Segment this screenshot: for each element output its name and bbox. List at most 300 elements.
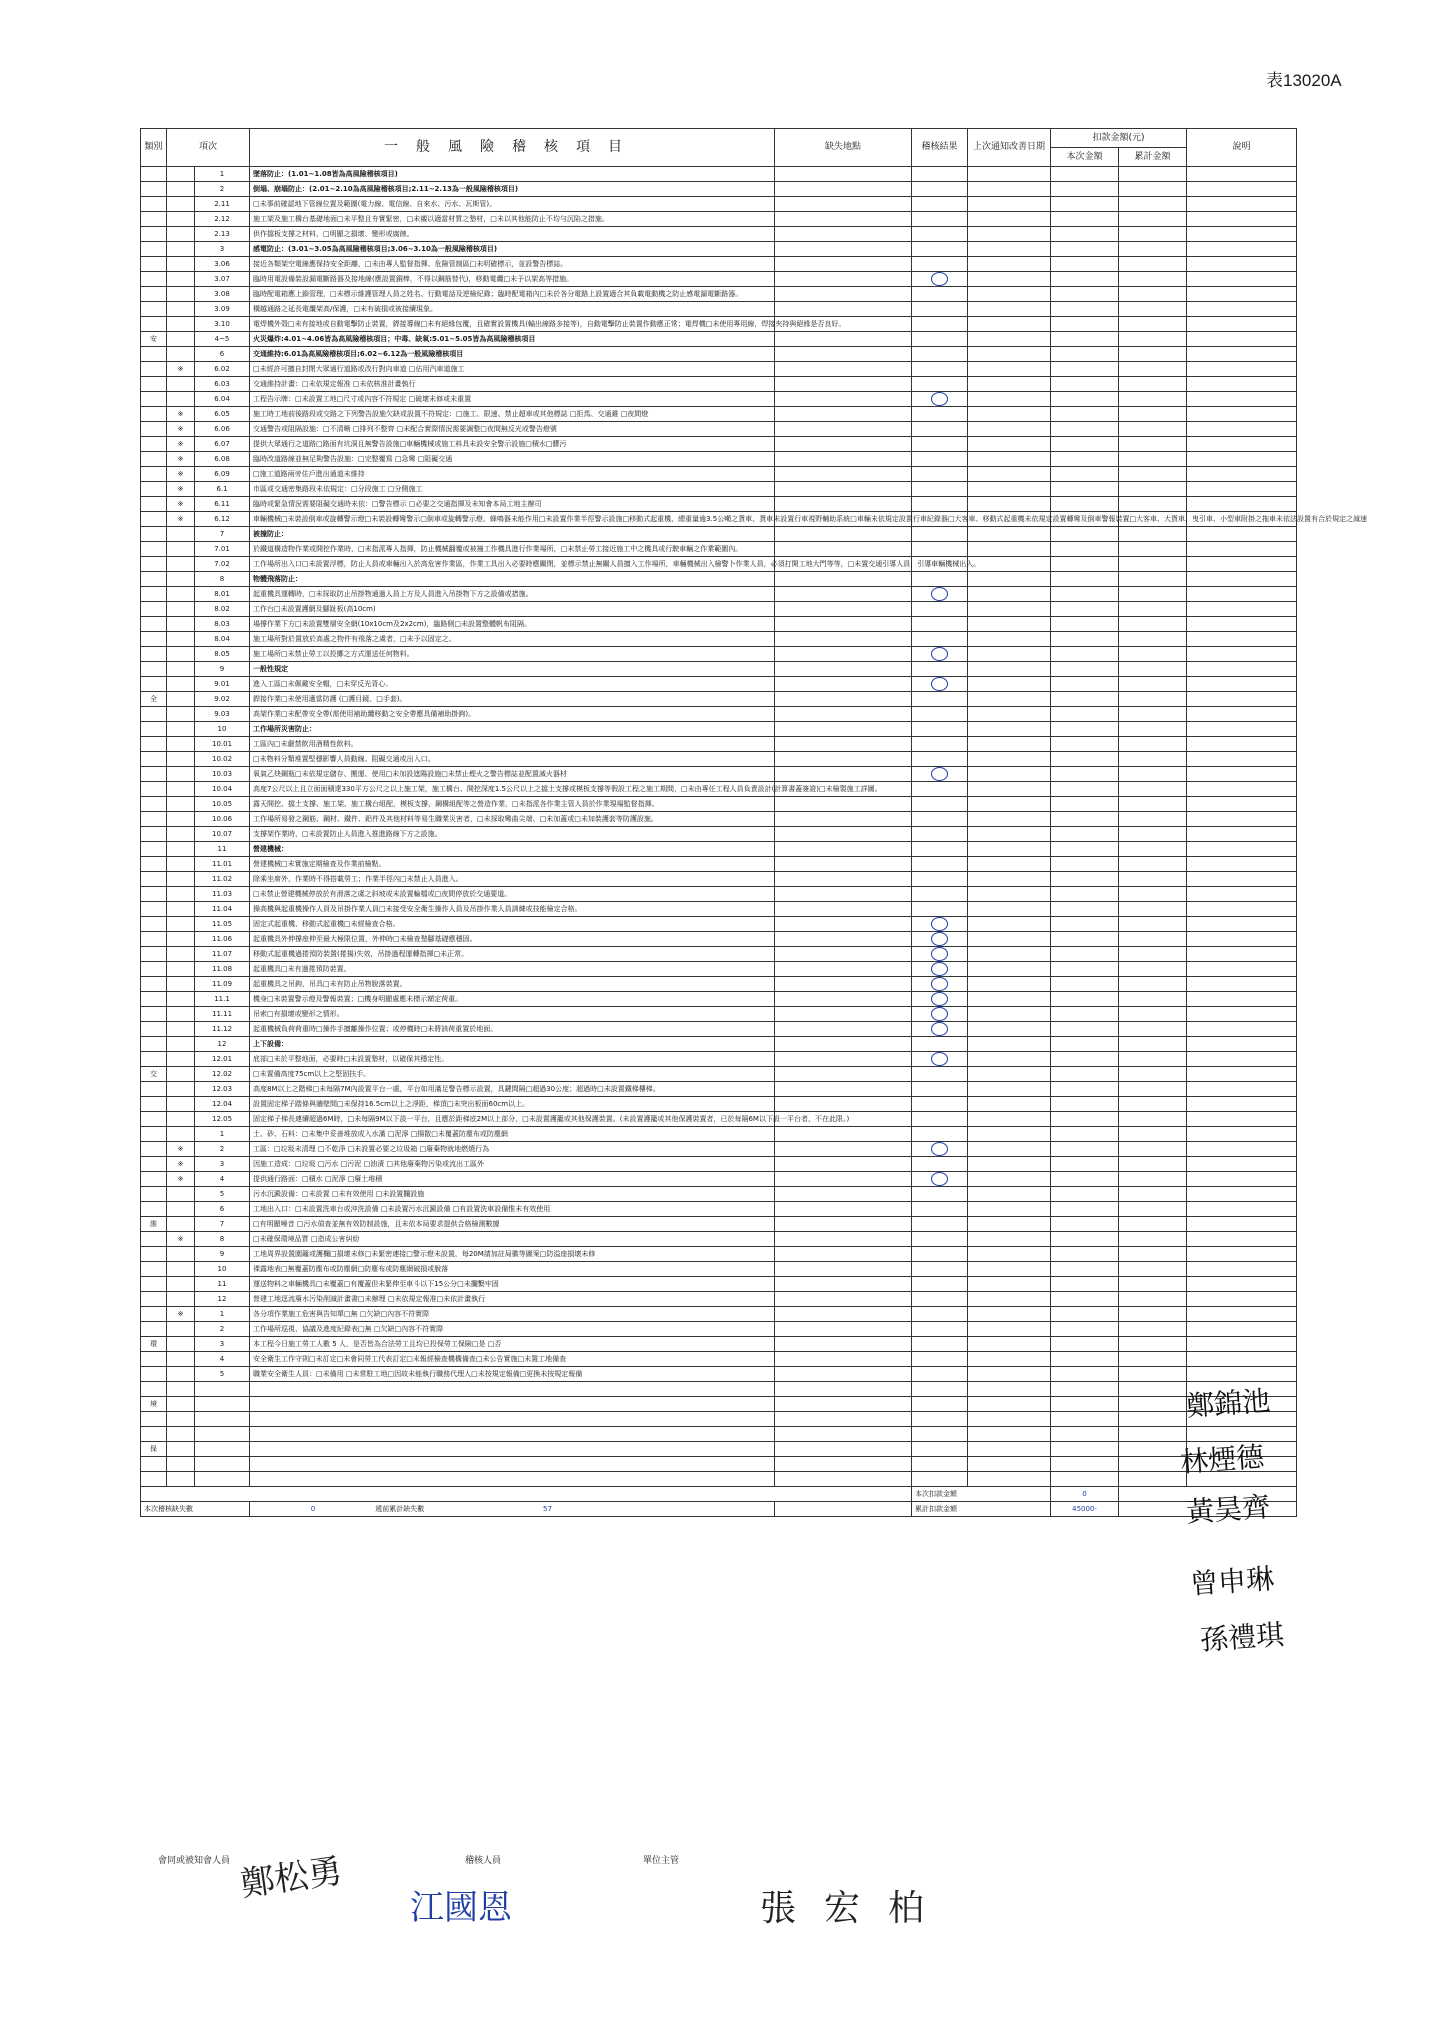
location-cell xyxy=(775,407,912,422)
mark-cell xyxy=(167,587,195,602)
total-amount-cell xyxy=(1119,1127,1187,1142)
summary-row-2 xyxy=(141,1502,1297,1517)
remark-cell xyxy=(1187,632,1297,647)
this-amount-cell xyxy=(1051,257,1119,272)
total-amount-cell xyxy=(1119,842,1187,857)
total-amount-cell xyxy=(1119,632,1187,647)
total-amount-cell xyxy=(1119,437,1187,452)
mark-cell xyxy=(167,1202,195,1217)
this-amount-cell xyxy=(1051,1277,1119,1292)
remark-cell xyxy=(1187,1112,1297,1127)
category-cell xyxy=(141,1367,167,1382)
item-text: 交通維持:6.01為高風險稽核項目;6.02~6.12為一般風險稽核項目 xyxy=(250,347,775,362)
remark-cell xyxy=(1187,1202,1297,1217)
last-notice-cell xyxy=(968,1157,1051,1172)
item-text: 工地出入口：□未設置洗車台或沖洗設備 □未設置污水沉澱設備 □有設置洗車設備惟未有效使用 xyxy=(250,1202,775,1217)
table-row xyxy=(141,1337,1297,1352)
check-circle-mark xyxy=(931,1172,948,1186)
item-number xyxy=(195,1457,250,1472)
remark-cell xyxy=(1187,407,1297,422)
item-text: 橫越通路之延長電纜架高/保護，□未有破損或被接續現象。 xyxy=(250,302,775,317)
this-amount-cell xyxy=(1051,407,1119,422)
table-row xyxy=(141,572,1297,587)
item-text xyxy=(250,1442,775,1457)
table-row xyxy=(141,167,1297,182)
result-cell xyxy=(912,542,968,557)
total-amount-cell xyxy=(1119,317,1187,332)
this-amount-cell xyxy=(1051,1352,1119,1367)
category-cell xyxy=(141,1307,167,1322)
last-notice-cell xyxy=(968,857,1051,872)
item-text: □未經許可擅自封閉大眾通行道路或改行對向車道 □佔用汽車道施工 xyxy=(250,362,775,377)
remark-cell xyxy=(1187,1247,1297,1262)
result-cell xyxy=(912,1322,968,1337)
total-amount-cell xyxy=(1119,407,1187,422)
category-cell xyxy=(141,662,167,677)
item-number: 8.01 xyxy=(195,587,250,602)
mark-cell xyxy=(167,272,195,287)
location-cell xyxy=(775,542,912,557)
item-number: 5 xyxy=(195,1187,250,1202)
category-cell xyxy=(141,737,167,752)
last-notice-cell xyxy=(968,602,1051,617)
location-cell xyxy=(775,1067,912,1082)
last-notice-cell xyxy=(968,1472,1051,1487)
item-number: 10.07 xyxy=(195,827,250,842)
category-label: 境 xyxy=(141,1397,167,1412)
result-cell xyxy=(912,1052,968,1067)
result-cell xyxy=(912,647,968,662)
result-cell xyxy=(912,872,968,887)
result-cell xyxy=(912,1202,968,1217)
this-amount-cell xyxy=(1051,707,1119,722)
category-cell xyxy=(141,377,167,392)
item-text: 營建機械： xyxy=(250,842,775,857)
total-amount-cell xyxy=(1119,1307,1187,1322)
result-cell xyxy=(912,1037,968,1052)
result-cell xyxy=(912,782,968,797)
this-amount-cell xyxy=(1051,722,1119,737)
result-cell xyxy=(912,842,968,857)
category-cell xyxy=(141,1247,167,1262)
item-number: 1 xyxy=(195,167,250,182)
mark-cell xyxy=(167,692,195,707)
category-cell xyxy=(141,992,167,1007)
mark-cell xyxy=(167,632,195,647)
mark-cell: ※ xyxy=(167,1172,195,1187)
table-row xyxy=(141,1097,1297,1112)
table-row xyxy=(141,1067,1297,1082)
last-notice-cell xyxy=(968,1127,1051,1142)
result-cell xyxy=(912,1337,968,1352)
location-cell xyxy=(775,1307,912,1322)
result-cell xyxy=(912,197,968,212)
location-cell xyxy=(775,1337,912,1352)
item-number: 4~5 xyxy=(195,332,250,347)
total-amount-cell xyxy=(1119,812,1187,827)
table-row xyxy=(141,1292,1297,1307)
item-number: 3.06 xyxy=(195,257,250,272)
mark-cell xyxy=(167,872,195,887)
result-cell xyxy=(912,347,968,362)
category-label: 交 xyxy=(141,1067,167,1082)
location-cell xyxy=(775,1007,912,1022)
item-text: 土、砂、石料：□未集中妥善堆放或入水滿 □泥濘 □揚散□未覆蓋防塵布或防塵網 xyxy=(250,1127,775,1142)
item-number: 10.05 xyxy=(195,797,250,812)
this-amount-cell xyxy=(1051,1127,1119,1142)
last-notice-cell xyxy=(968,1262,1051,1277)
table-row xyxy=(141,527,1297,542)
remark-cell xyxy=(1187,1367,1297,1382)
remark-cell xyxy=(1187,722,1297,737)
category-cell xyxy=(141,1457,167,1472)
this-amount-cell xyxy=(1051,647,1119,662)
check-circle-mark xyxy=(931,587,948,601)
header-item-no: 項次 xyxy=(167,129,250,167)
mark-cell xyxy=(167,1007,195,1022)
total-amount-cell xyxy=(1119,1052,1187,1067)
result-cell xyxy=(912,1472,968,1487)
item-number: 8.02 xyxy=(195,602,250,617)
last-notice-cell xyxy=(968,1412,1051,1427)
table-row xyxy=(141,1127,1297,1142)
location-cell xyxy=(775,572,912,587)
category-cell xyxy=(141,707,167,722)
mark-cell xyxy=(167,1457,195,1472)
this-amount-cell xyxy=(1051,1427,1119,1442)
mark-cell xyxy=(167,182,195,197)
mark-cell xyxy=(167,737,195,752)
mark-cell xyxy=(167,1322,195,1337)
last-notice-cell xyxy=(968,1352,1051,1367)
item-number: 11.06 xyxy=(195,932,250,947)
item-number: 6.08 xyxy=(195,452,250,467)
this-amount-cell xyxy=(1051,587,1119,602)
remark-cell xyxy=(1187,1097,1297,1112)
this-amount-cell xyxy=(1051,1022,1119,1037)
item-text: 銲接作業□未使用適當防護 (□護目鏡、□手套)。 xyxy=(250,692,775,707)
item-text: 本工程今日施工勞工人數 5 人，是否皆為合法勞工且均已投保勞工保險□是 □否 xyxy=(250,1337,775,1352)
category-cell xyxy=(141,182,167,197)
this-amount-cell xyxy=(1051,392,1119,407)
location-cell xyxy=(775,1427,912,1442)
item-number: 2 xyxy=(195,1322,250,1337)
header-total-amount: 累計金額 xyxy=(1119,148,1187,167)
remark-cell xyxy=(1187,497,1297,512)
result-cell xyxy=(912,242,968,257)
remark-cell xyxy=(1187,257,1297,272)
this-amount-cell xyxy=(1051,887,1119,902)
total-amount-cell xyxy=(1119,827,1187,842)
last-notice-cell xyxy=(968,1022,1051,1037)
item-number: 7 xyxy=(195,1217,250,1232)
item-number: 11.01 xyxy=(195,857,250,872)
last-notice-cell xyxy=(968,632,1051,647)
audit-table xyxy=(140,128,1368,1517)
result-cell xyxy=(912,962,968,977)
last-notice-cell xyxy=(968,1427,1051,1442)
item-number: 6.09 xyxy=(195,467,250,482)
location-cell xyxy=(775,377,912,392)
table-row xyxy=(141,1382,1297,1397)
remark-cell xyxy=(1187,1007,1297,1022)
remark-cell xyxy=(1187,557,1297,572)
item-number: 2 xyxy=(195,182,250,197)
table-row xyxy=(141,722,1297,737)
mark-cell xyxy=(167,1262,195,1277)
last-notice-cell xyxy=(968,542,1051,557)
item-text: 被撞防止： xyxy=(250,527,775,542)
remark-cell xyxy=(1187,1307,1297,1322)
total-amount-cell xyxy=(1119,692,1187,707)
item-text: 進入工區□未佩戴安全帽，□未穿反光背心。 xyxy=(250,677,775,692)
item-number xyxy=(195,1397,250,1412)
total-amount-cell xyxy=(1119,287,1187,302)
this-amount-cell xyxy=(1051,1187,1119,1202)
check-circle-mark xyxy=(931,917,948,931)
category-cell xyxy=(141,977,167,992)
prev-defects-value: 57 xyxy=(543,1504,552,1513)
table-row xyxy=(141,437,1297,452)
item-text: 火災爆炸:4.01~4.06皆為高風險稽核項目；中毒、缺氧:5.01~5.05皆為高風險稽核項目 xyxy=(250,332,775,347)
this-amount-cell xyxy=(1051,437,1119,452)
table-row xyxy=(141,1157,1297,1172)
category-cell xyxy=(141,1187,167,1202)
table-row xyxy=(141,512,1297,527)
remark-cell xyxy=(1187,1322,1297,1337)
item-text: 施工時工地前後路段或交路之下列警告設施欠缺或設置不符規定：□施工、限速、禁止超車或其他標誌 □拒馬、交通錐 □夜間燈 xyxy=(250,407,775,422)
location-cell xyxy=(775,1232,912,1247)
remark-cell xyxy=(1187,677,1297,692)
table-row xyxy=(141,677,1297,692)
total-amount-cell xyxy=(1119,1397,1187,1412)
location-cell xyxy=(775,617,912,632)
this-amount-cell xyxy=(1051,1007,1119,1022)
last-notice-cell xyxy=(968,497,1051,512)
remark-signature: 曾申琳 xyxy=(1189,1562,1276,1601)
check-circle-mark xyxy=(931,947,948,961)
this-amount-cell xyxy=(1051,527,1119,542)
total-amount-cell xyxy=(1119,1337,1187,1352)
result-cell xyxy=(912,767,968,782)
item-number: 11.12 xyxy=(195,1022,250,1037)
location-cell xyxy=(775,812,912,827)
remark-cell xyxy=(1187,1022,1297,1037)
category-cell xyxy=(141,407,167,422)
item-text: 於鐵道構造物作業或開挖作業時，□未指派專人指揮，防止機械翻覆或被撞工作機具進行作業場所，□未禁止勞工接近施工中之機具或行駛車輛之作業範圍內。 xyxy=(250,542,775,557)
item-text: 污水沉澱設備：□未設置 □未有效使用 □未設置攔設施 xyxy=(250,1187,775,1202)
table-row xyxy=(141,257,1297,272)
mark-cell: ※ xyxy=(167,362,195,377)
item-text: 高度7公尺以上且立面面積達330平方公尺之以上施工架，施工構台、開挖深度1.5公尺以上之擋土支撐或模板支撐等假設工程之施工期間，□未由專任工程人員負責設計(計算書蓋簽證)□未檢製施工詳圖。 xyxy=(250,782,775,797)
this-amount-cell xyxy=(1051,947,1119,962)
total-amount-cell xyxy=(1119,242,1187,257)
remark-cell xyxy=(1187,1352,1297,1367)
table-row xyxy=(141,362,1297,377)
mark-cell xyxy=(167,917,195,932)
item-number: 7.02 xyxy=(195,557,250,572)
location-cell xyxy=(775,1157,912,1172)
table-row xyxy=(141,557,1297,572)
remark-cell xyxy=(1187,197,1297,212)
item-text: 提供大眾通行之道路□路面有坑洞且無警告設施□車輛機械或施工料具未設安全警示設施□積水□髒污 xyxy=(250,437,775,452)
result-cell xyxy=(912,1127,968,1142)
item-number: 9.03 xyxy=(195,707,250,722)
total-amount-cell xyxy=(1119,977,1187,992)
total-amount-cell xyxy=(1119,572,1187,587)
item-text: 底部□未於平整地面，必要時□未設置墊材，以確保其穩定性。 xyxy=(250,1052,775,1067)
result-cell xyxy=(912,497,968,512)
remark-cell xyxy=(1187,812,1297,827)
mark-cell xyxy=(167,977,195,992)
item-number: 11 xyxy=(195,842,250,857)
table-row xyxy=(141,1247,1297,1262)
category-cell xyxy=(141,437,167,452)
total-amount-cell xyxy=(1119,392,1187,407)
item-number: 12 xyxy=(195,1292,250,1307)
category-cell xyxy=(141,1052,167,1067)
item-number: 3 xyxy=(195,242,250,257)
item-text: 機身□未裝置警示燈及警報裝置；□機身明顯處應未標示額定荷重。 xyxy=(250,992,775,1007)
mark-cell xyxy=(167,767,195,782)
location-cell xyxy=(775,1022,912,1037)
this-amount-cell xyxy=(1051,287,1119,302)
cosign-label: 會同或被知會人員 xyxy=(158,1855,231,1865)
mark-cell xyxy=(167,707,195,722)
total-amount-cell xyxy=(1119,947,1187,962)
this-amount-cell xyxy=(1051,1157,1119,1172)
remark-cell xyxy=(1187,602,1297,617)
total-amount-cell xyxy=(1119,1157,1187,1172)
mark-cell xyxy=(167,392,195,407)
header-category: 類別 xyxy=(141,129,167,167)
result-cell xyxy=(912,167,968,182)
mark-cell xyxy=(167,347,195,362)
this-defects-label: 本次稽核缺失數 xyxy=(141,1502,250,1517)
this-amount-cell xyxy=(1051,752,1119,767)
result-cell xyxy=(912,947,968,962)
location-cell xyxy=(775,347,912,362)
remark-cell xyxy=(1187,587,1297,602)
location-cell xyxy=(775,587,912,602)
item-number xyxy=(195,1382,250,1397)
category-cell xyxy=(141,227,167,242)
result-cell xyxy=(912,287,968,302)
item-text: 市區或交通密集路段未依規定：□分段施工 □分側施工 xyxy=(250,482,775,497)
mark-cell xyxy=(167,332,195,347)
item-text: 工作場所災害防止： xyxy=(250,722,775,737)
location-cell xyxy=(775,1247,912,1262)
table-row xyxy=(141,332,1297,347)
table-row xyxy=(141,1022,1297,1037)
last-notice-cell xyxy=(968,917,1051,932)
result-cell xyxy=(912,857,968,872)
table-row xyxy=(141,482,1297,497)
table-row xyxy=(141,947,1297,962)
item-number: 3.09 xyxy=(195,302,250,317)
this-amount-cell xyxy=(1051,1457,1119,1472)
this-amount-cell xyxy=(1051,1082,1119,1097)
result-cell xyxy=(912,1427,968,1442)
result-cell xyxy=(912,317,968,332)
total-amount-cell xyxy=(1119,662,1187,677)
item-text: 露天開挖、擋土支撐、施工架、施工構台組配，模板支撐，鋼構組配等之營造作業，□未指派各作業主管人員於作業現場監督指揮。 xyxy=(250,797,775,812)
result-cell xyxy=(912,272,968,287)
table-row xyxy=(141,1322,1297,1337)
item-text: 工程告示牌：□未設置工地□尺寸或內容不符規定 □破壞未修或未重置 xyxy=(250,392,775,407)
total-amount-cell xyxy=(1119,587,1187,602)
item-number: 3.07 xyxy=(195,272,250,287)
remark-cell xyxy=(1187,527,1297,542)
check-circle-mark xyxy=(931,1142,948,1156)
total-amount-cell xyxy=(1119,422,1187,437)
category-cell xyxy=(141,287,167,302)
category-cell xyxy=(141,767,167,782)
item-number: 1 xyxy=(195,1307,250,1322)
remark-cell xyxy=(1187,332,1297,347)
item-text: 工地周界設置圍籬或護欄□損壞未修□未緊密連接□警示燈未設置，每20M請加註局徽等圖案□防溢座損壞未修 xyxy=(250,1247,775,1262)
item-number: 5 xyxy=(195,1367,250,1382)
last-notice-cell xyxy=(968,692,1051,707)
remark-cell xyxy=(1187,542,1297,557)
mark-cell xyxy=(167,1127,195,1142)
category-cell xyxy=(141,1352,167,1367)
mark-cell xyxy=(167,992,195,1007)
location-cell xyxy=(775,467,912,482)
this-amount-cell xyxy=(1051,467,1119,482)
check-circle-mark xyxy=(931,392,948,406)
location-cell xyxy=(775,362,912,377)
last-notice-cell xyxy=(968,827,1051,842)
last-notice-cell xyxy=(968,737,1051,752)
result-cell xyxy=(912,1217,968,1232)
category-cell xyxy=(141,887,167,902)
last-notice-cell xyxy=(968,257,1051,272)
this-amount-cell xyxy=(1051,782,1119,797)
check-circle-mark xyxy=(931,962,948,976)
this-amount-cell xyxy=(1051,197,1119,212)
category-cell xyxy=(141,572,167,587)
item-text: 工區內□未嚴禁飲用酒精性飲料。 xyxy=(250,737,775,752)
item-text: □未置備高度75cm以上之堅固扶手。 xyxy=(250,1067,775,1082)
last-notice-cell xyxy=(968,467,1051,482)
remark-cell xyxy=(1187,782,1297,797)
mark-cell xyxy=(167,662,195,677)
table-row xyxy=(141,812,1297,827)
remark-cell xyxy=(1187,347,1297,362)
mark-cell xyxy=(167,527,195,542)
last-notice-cell xyxy=(968,1217,1051,1232)
result-cell xyxy=(912,1412,968,1427)
category-cell xyxy=(141,212,167,227)
this-amount-cell xyxy=(1051,902,1119,917)
last-notice-cell xyxy=(968,842,1051,857)
result-cell xyxy=(912,1067,968,1082)
result-cell xyxy=(912,1292,968,1307)
location-cell xyxy=(775,767,912,782)
table-row xyxy=(141,692,1297,707)
remark-cell xyxy=(1187,182,1297,197)
item-text: 臨時用電設備裝設漏電斷路器及接地線(應設置銅棒，不得以鋼筋替代)，移動電纜□未予以架高等措施。 xyxy=(250,272,775,287)
item-number: 11.11 xyxy=(195,1007,250,1022)
item-number: 6.02 xyxy=(195,362,250,377)
item-number: 11.07 xyxy=(195,947,250,962)
item-number: 12.03 xyxy=(195,1082,250,1097)
remark-cell xyxy=(1187,272,1297,287)
this-amount-cell xyxy=(1051,1097,1119,1112)
location-cell xyxy=(775,1127,912,1142)
total-amount-cell xyxy=(1119,1472,1187,1487)
